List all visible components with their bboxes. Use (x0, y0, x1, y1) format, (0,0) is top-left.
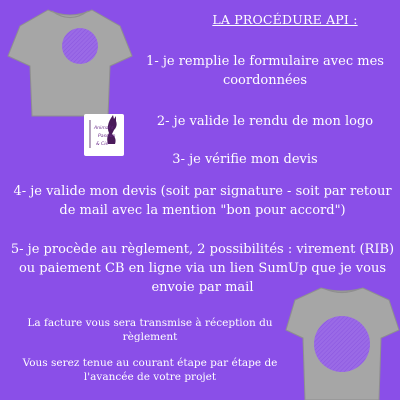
logo-line-3: & Cie (96, 142, 109, 147)
step-2: 2- je valide le rendu de mon logo (156, 114, 374, 129)
step-4: 4- je valide mon devis (soit par signature - soit par retour de mail avec la mention "bon pour accord") (13, 184, 392, 218)
tshirt-back-icon (285, 282, 400, 400)
progress-note: Vous serez tenue au courant étape par étape de l'avancée de votre projet (22, 357, 278, 383)
back-print-icon (314, 316, 370, 372)
step-1: 1- je remplie le formulaire avec mes coordonnées (146, 54, 384, 88)
front-print-icon (62, 28, 98, 64)
brand-logo (84, 114, 124, 156)
invoice-note: La facture vous sera transmise à réception du règlement (27, 317, 273, 343)
step-3: 3- je vérifie mon devis (172, 152, 318, 167)
step-5: 5- je procède au règlement, 2 possibilités : virement (RIB) ou paiement CB en ligne via un lien SumUp que je vous envoie par mail (10, 242, 395, 295)
logo-line-1: Animal's (94, 126, 114, 131)
page-title: LA PROCÉDURE API : (212, 12, 358, 27)
logo-line-2: Passion (98, 134, 116, 139)
tshirt-front-icon (0, 0, 140, 120)
